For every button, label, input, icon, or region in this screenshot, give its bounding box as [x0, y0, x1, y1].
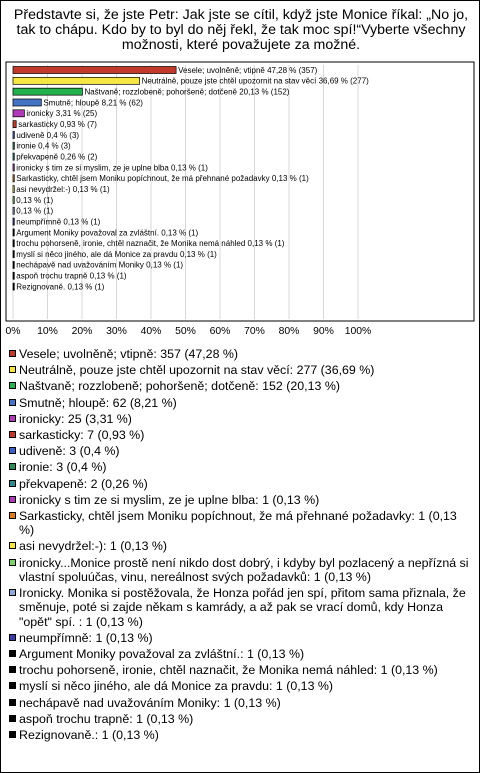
legend-label: ironie: 3 (0,4 %) [19, 460, 107, 475]
legend-label: ironicky...Monice prostě není nikdo dost dobrý, i kdyby byl pozlacený a nepřízná si vlastní spoluúčas, vinu, nereálnost svých požadavků: 1 (0,13 %) [19, 555, 469, 584]
legend-label: ironicky s tim ze si myslim, ze je uplne blba: 1 (0,13 %) [19, 492, 320, 507]
legend-item [9, 696, 475, 710]
bar-label: myslí si něco jiného, ale dá Monice za pravdu 0,13 % (1) [16, 249, 217, 259]
chart-title: Představte si, že jste Petr: Jak jste se cítil, když jste Monice říkal: „No jo, tak to chápu. Kdo by to byl do něj řekl, že tak moc spí!“Vyberte všechny možnosti, které považujete za možné. [13, 7, 469, 53]
chart-legend [9, 347, 475, 744]
bar-label: 0,13 % (1) [16, 195, 54, 205]
bar-label: sarkasticky 0,93 % (7) [18, 119, 97, 129]
legend-label: Argument Moniky považoval za zvláštní.: 1 (0,13 %) [19, 647, 305, 661]
legend-item [9, 379, 475, 393]
x-tick-label: 30% [106, 326, 127, 337]
legend-swatch [9, 715, 16, 722]
legend-swatch [9, 431, 16, 438]
legend-item [9, 347, 475, 361]
legend-swatch [9, 682, 16, 689]
bar [13, 131, 14, 138]
legend-swatch [9, 634, 16, 641]
bar-label: překvapeně 0,26 % (2) [16, 152, 98, 162]
legend-item [9, 663, 475, 677]
legend-item [9, 728, 475, 742]
legend-swatch [9, 399, 16, 406]
bar-label: Smutně; hloupě 8,21 % (62) [43, 98, 143, 108]
legend-label: myslí si něco jiného, ale dá Monice za pravdu: 1 (0,13 %) [19, 679, 334, 694]
bar [13, 142, 14, 149]
x-tick-label: 50% [175, 326, 196, 337]
bar-label: udiveně 0,4 % (3) [16, 130, 80, 140]
legend-label: Naštvaně; rozzlobeně; pohoršeně; dotčeně: 152 (20,13 %) [19, 379, 340, 394]
legend-item [9, 412, 475, 426]
legend-swatch [9, 447, 16, 454]
legend-swatch [9, 512, 16, 519]
legend-item [9, 363, 475, 377]
legend-swatch [9, 699, 16, 706]
legend-item [9, 647, 475, 661]
bar [13, 229, 14, 236]
legend-label: sarkasticky: 7 (0,93 %) [19, 427, 145, 442]
legend-swatch [9, 480, 16, 487]
bar-label: Rezignovaně. 0,13 % (1) [16, 282, 105, 292]
legend-swatch [9, 366, 16, 373]
legend-label: udiveně: 3 (0,4 %) [19, 444, 120, 459]
bar [13, 218, 14, 225]
bar [13, 77, 140, 84]
bar [13, 186, 14, 193]
legend-label: ironicky: 25 (3,31 %) [19, 411, 132, 426]
legend-item [9, 556, 475, 585]
bar [13, 251, 14, 258]
legend-item [9, 477, 475, 491]
legend-swatch [9, 496, 16, 503]
bar [13, 88, 82, 95]
bar [13, 164, 14, 171]
x-tick-label: 10% [37, 326, 58, 337]
legend-label: asi nevydržel:-): 1 (0,13 %) [19, 539, 168, 554]
bar [13, 283, 14, 290]
legend-swatch [9, 542, 16, 549]
legend-label: neumpřímně: 1 (0,13 %) [19, 630, 153, 645]
bar-label: Naštvaně; rozzlobeně; pohoršeně; dotčeně 20,13 % (152) [84, 87, 290, 97]
legend-swatch [9, 731, 16, 738]
legend-label: trochu pohorseně, ironie, chtěl naznačit, že Monika nemá náhled: 1 (0,13 %) [19, 663, 438, 678]
bar [13, 153, 14, 160]
bar-label: Sarkasticky, chtěl jsem Moniku popíchnout, že má přehnané požadavky 0,13 % (1) [16, 174, 309, 184]
bar-label: asi nevydržel:-) 0,13 % (1) [16, 184, 110, 194]
legend-swatch [9, 666, 16, 673]
bar-label: Vesele; uvolněně; vtipně 47,28 % (357) [178, 65, 318, 75]
bar [13, 240, 14, 247]
x-tick-label: 20% [71, 326, 93, 337]
legend-label: Vesele; uvolněně; vtipně: 357 (47,28 %) [19, 347, 239, 361]
legend-item [9, 444, 475, 458]
legend-item [9, 396, 475, 410]
legend-swatch [9, 589, 16, 596]
bar [13, 110, 24, 117]
x-tick-label: 100% [344, 326, 372, 337]
legend-item [9, 493, 475, 507]
legend-label: Rezignovaně.: 1 (0,13 %) [19, 727, 159, 742]
legend-swatch [9, 650, 16, 657]
legend-label: překvapeně: 2 (0,26 %) [19, 476, 148, 491]
legend-label: Ironicky. Monika si postěžovala, že Honza pořád jen spí, přitom sama přiznala, že směnuje, poté si zajde někam s kamrády, a až pak se vrací domů, kdy Honza "opět" spí. : 1 (0,13 %) [19, 586, 466, 629]
bar [13, 196, 14, 203]
legend-label: Smutně; hloupě: 62 (8,21 %) [19, 395, 177, 410]
bar [13, 99, 41, 106]
bar [13, 272, 14, 279]
bar-label: ironicky s tim ze si myslim, ze je uplne blba 0,13 % (1) [16, 163, 208, 173]
legend-item [9, 631, 475, 645]
bar-label: trochu pohorseně, ironie, chtěl naznačit, že Monika nemá náhled 0,13 % (1) [16, 239, 285, 249]
legend-label: aspoň trochu trapně: 1 (0,13 %) [19, 711, 194, 726]
bar [13, 67, 176, 74]
x-tick-label: 70% [244, 326, 265, 337]
legend-item [9, 586, 475, 629]
x-tick-label: 60% [209, 326, 231, 337]
bar-label: ironie 0,4 % (3) [16, 141, 71, 151]
legend-label: nechápavě nad uvažováním Moniky: 1 (0,13 %) [19, 695, 281, 710]
legend-item [9, 539, 475, 553]
x-tick-label: 90% [313, 326, 334, 337]
legend-swatch [9, 463, 16, 470]
bar [13, 207, 14, 214]
legend-item [9, 460, 475, 474]
x-tick-label: 0% [5, 326, 21, 337]
x-tick-label: 80% [278, 326, 300, 337]
bar-label: nechápavě nad uvažováním Moniky 0,13 % (1) [16, 260, 184, 270]
legend-label: Sarkasticky, chtěl jsem Moniku popíchnout, že má přehnané požadavky: 1 (0,13 %) [19, 508, 457, 538]
legend-swatch [9, 382, 16, 389]
bar-chart [1, 1, 479, 346]
legend-swatch [9, 559, 16, 566]
bar [13, 175, 14, 182]
bar [13, 261, 14, 268]
legend-item [9, 679, 475, 693]
bar-label: aspoň trochu trapně 0,13 % (1) [16, 271, 127, 281]
bar-label: Argument Moniky považoval za zvláštní. 0,13 % (1) [16, 228, 199, 238]
bar [13, 121, 16, 128]
bar-label: ironicky 3,31 % (25) [26, 109, 98, 119]
bar-label: 0,13 % (1) [16, 206, 54, 216]
legend-item [9, 428, 475, 442]
legend-item [9, 712, 475, 726]
bar-label: Neutrálně, pouze jste chtěl upozornit na stav věcí 36,69 % (277) [141, 76, 369, 86]
legend-swatch [9, 350, 16, 357]
legend-swatch [9, 415, 16, 422]
legend-item [9, 509, 475, 538]
x-tick-label: 40% [140, 326, 162, 337]
legend-label: Neutrálně, pouze jste chtěl upozornit na stav věcí: 277 (36,69 %) [19, 363, 375, 378]
bar-label: neumpřímně 0,13 % (1) [16, 217, 101, 227]
